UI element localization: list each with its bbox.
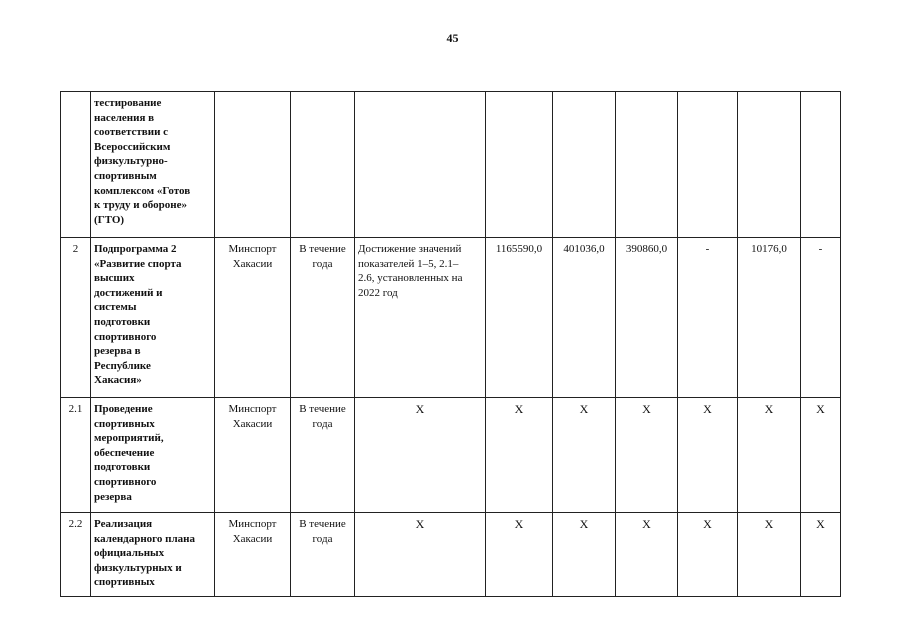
table-row: [61, 238, 841, 398]
executor: Минспорт Хакасии: [215, 238, 291, 398]
value-cell: X: [738, 398, 801, 513]
value-cell: [801, 92, 841, 238]
value-cell: 401036,0: [553, 238, 616, 398]
value-cell: X: [616, 513, 678, 597]
value-cell: X: [738, 513, 801, 597]
value-cell: [616, 92, 678, 238]
value-cell: [486, 92, 553, 238]
row-number: 2.1: [61, 398, 91, 513]
value-cell: X: [553, 513, 616, 597]
value-cell: X: [801, 398, 841, 513]
row-number: [61, 92, 91, 238]
expected-result: Достижение значений показателей 1–5, 2.1– 2.6, установленных на 2022 год: [355, 238, 486, 398]
value-cell: X: [678, 398, 738, 513]
value-cell: X: [678, 513, 738, 597]
table-row: [61, 513, 841, 597]
table-row: [61, 398, 841, 513]
value-cell: 390860,0: [616, 238, 678, 398]
term: В течение года: [291, 238, 355, 398]
value-cell: X: [553, 398, 616, 513]
value-cell: 1165590,0: [486, 238, 553, 398]
value-cell: X: [486, 398, 553, 513]
event-name: Реализация календарного плана официальных физкультурных и спортивных: [91, 513, 215, 597]
expected-result: X: [355, 513, 486, 597]
expected-result: [355, 92, 486, 238]
term: В течение года: [291, 513, 355, 597]
row-number: 2.2: [61, 513, 91, 597]
page-number: 45: [446, 31, 459, 45]
value-cell: X: [616, 398, 678, 513]
term: В течение года: [291, 398, 355, 513]
expected-result: X: [355, 398, 486, 513]
executor: Минспорт Хакасии: [215, 398, 291, 513]
term: [291, 92, 355, 238]
value-cell: 10176,0: [738, 238, 801, 398]
value-cell: -: [678, 238, 738, 398]
value-cell: X: [486, 513, 553, 597]
table-row: [61, 92, 841, 238]
executor: [215, 92, 291, 238]
value-cell: -: [801, 238, 841, 398]
event-name: Подпрограмма 2 «Развитие спорта высших достижений и системы подготовки спортивного резерва в Республике Хакасия»: [91, 238, 215, 398]
value-cell: [553, 92, 616, 238]
value-cell: [678, 92, 738, 238]
executor: Минспорт Хакасии: [215, 513, 291, 597]
row-number: 2: [61, 238, 91, 398]
value-cell: [738, 92, 801, 238]
program-table: [60, 91, 841, 597]
event-name: Проведение спортивных мероприятий, обеспечение подготовки спортивного резерва: [91, 398, 215, 513]
value-cell: X: [801, 513, 841, 597]
event-name: тестирование населения в соответствии с Всероссийским физкультурно- спортивным комплексом «Готов к труду и обороне» (ГТО): [91, 92, 215, 238]
